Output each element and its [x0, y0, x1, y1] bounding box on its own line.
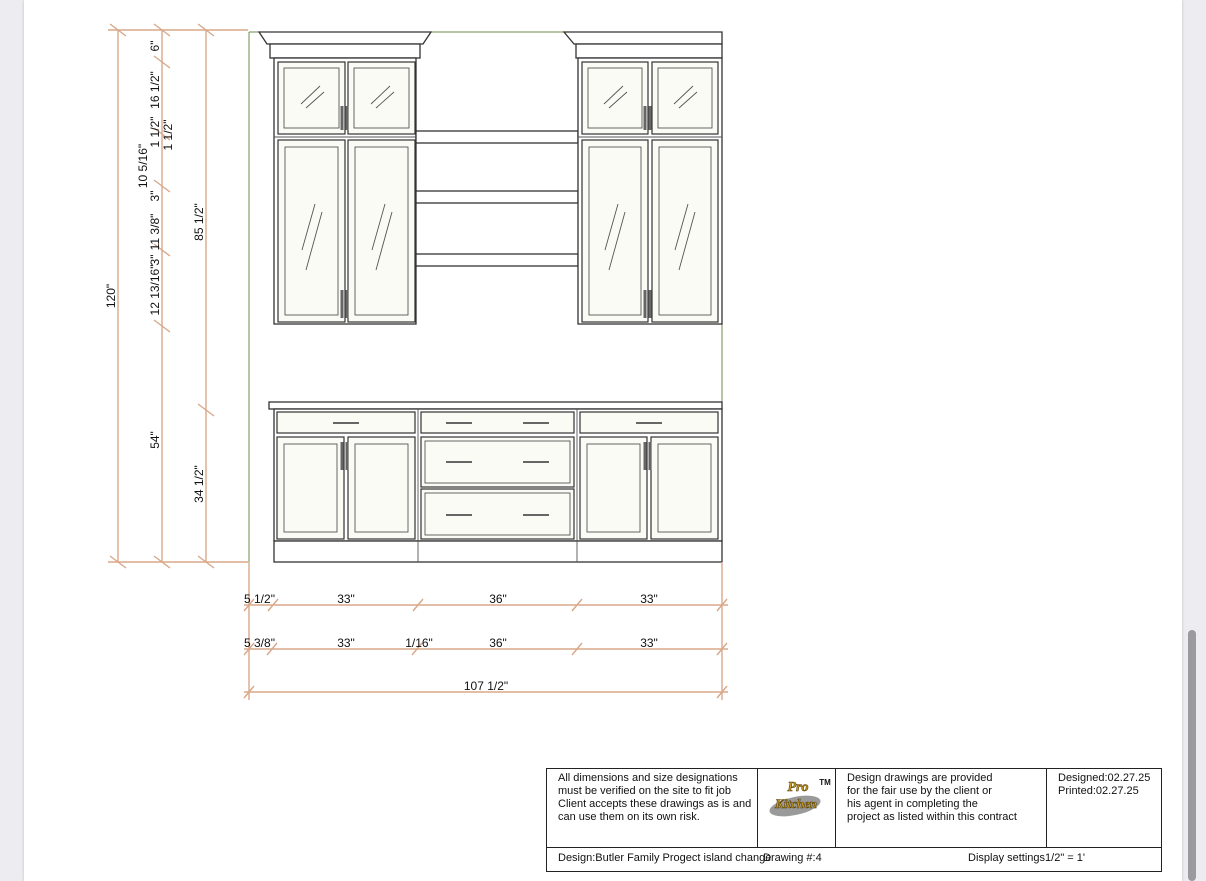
disclaimer-line: can use them on its own risk. [558, 811, 700, 823]
dim-overall-width: 107 1/2" [463, 679, 509, 693]
dim-v-1-1-2: 1 1/2" [148, 116, 162, 148]
dim-v-54: 54" [148, 431, 162, 449]
drawing-number: Drawing #:4 [763, 852, 822, 864]
dim-v-16-1-2: 16 1/2" [148, 71, 162, 109]
vertical-dimensions [108, 24, 248, 568]
dim-h1-33-left: 33" [337, 592, 355, 606]
dim-v-85-1-2: 85 1/2" [192, 203, 206, 241]
logo-word-pro: Pro [787, 780, 809, 795]
dim-h2-33-left: 33" [337, 636, 355, 650]
dim-h2-1-16: 1/16" [405, 636, 433, 650]
logo-cell [758, 769, 836, 847]
usage-line: project as listed within this contract [847, 811, 1017, 823]
dim-v-11-3-8: 11 3/8" [148, 213, 162, 251]
open-shelves [416, 131, 578, 266]
dim-h1-5-1-2: 5 1/2" [244, 592, 275, 606]
horizontal-dimension-labels [244, 592, 658, 693]
countertop [269, 402, 722, 409]
design-name: Design:Butler Family Progect island change [558, 852, 772, 864]
dim-v-34-1-2: 34 1/2" [192, 465, 206, 503]
usage-line: his agent in completing the [847, 798, 978, 810]
dim-h2-33-right: 33" [640, 636, 658, 650]
disclaimer-line: All dimensions and size designations [558, 772, 738, 784]
dates-cell [1047, 769, 1161, 847]
vertical-scrollbar[interactable] [1188, 630, 1196, 881]
base-cabinets [269, 402, 722, 562]
drawing-sheet [24, 0, 1182, 881]
disclaimer-line: must be verified on the site to fit job [558, 785, 732, 797]
crown-molding [259, 32, 431, 44]
trademark-mark: TM [819, 778, 831, 787]
dim-h1-36: 36" [489, 592, 507, 606]
title-block [546, 768, 1162, 872]
dim-v-6: 6" [148, 40, 162, 52]
dim-v-3: 3" [148, 190, 162, 202]
left-upper-cabinet [259, 32, 431, 324]
disclaimer-cell [547, 769, 758, 847]
cabinet-elevation-drawing [24, 0, 1182, 881]
printed-date: Printed:02.27.25 [1058, 785, 1139, 797]
pro-kitchen-logo [758, 769, 836, 847]
dim-v-3-b: 3" [148, 254, 162, 266]
disclaimer-line: Client accepts these drawings as is and [558, 798, 752, 810]
dim-vertical-outer: 120" [104, 283, 118, 309]
dim-v-12-13-16: 12 13/16" [148, 264, 162, 316]
toe-kick [274, 541, 722, 562]
dim-h1-33-right: 33" [640, 592, 658, 606]
usage-cell [836, 769, 1047, 847]
title-block-footer [547, 847, 1161, 871]
crown-molding [564, 32, 722, 44]
dim-h2-36: 36" [489, 636, 507, 650]
usage-line: for the fair use by the client or [847, 785, 992, 797]
right-upper-cabinet [564, 32, 722, 324]
dim-v-10-5-16: 10 5/16" [136, 143, 150, 189]
dim-h2-5-3-8: 5 3/8" [244, 636, 275, 650]
usage-line: Design drawings are provided [847, 772, 993, 784]
designed-date: Designed:02.27.25 [1058, 772, 1151, 784]
logo-word-kitchen: Kitchen [775, 796, 817, 811]
vertical-dimension-labels [104, 41, 206, 503]
display-settings: Display settings1/2" = 1' [968, 852, 1085, 864]
dim-v-1-1-2-b: 1 1/2" [161, 119, 175, 151]
